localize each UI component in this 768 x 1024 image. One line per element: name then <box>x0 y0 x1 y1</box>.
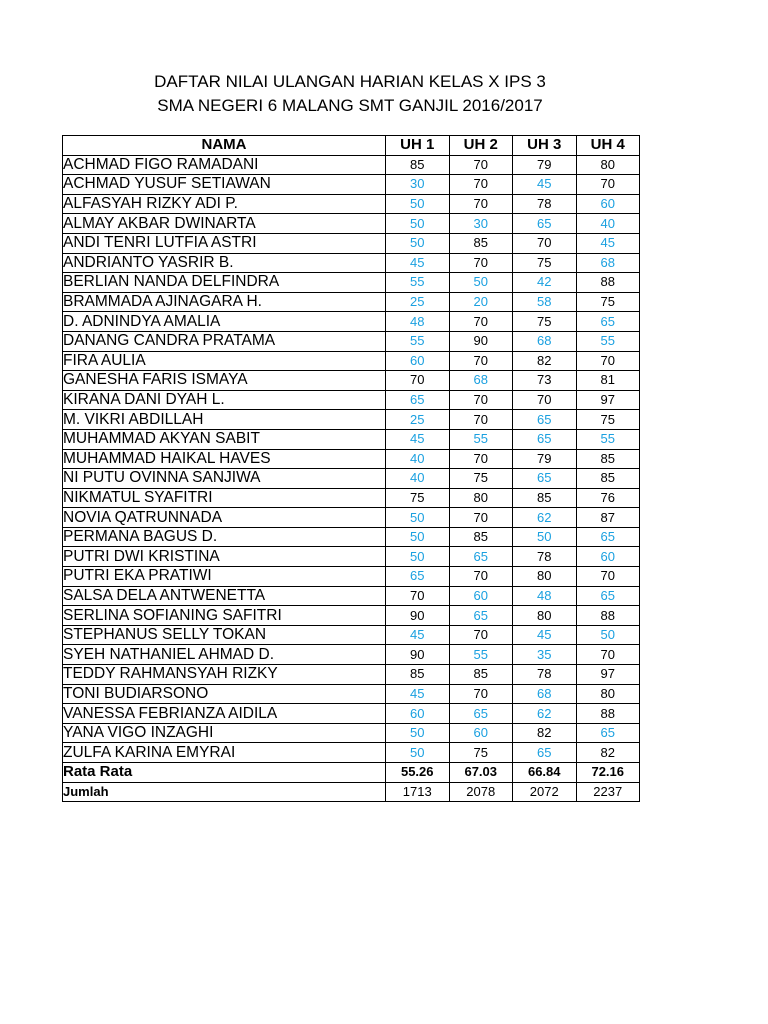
score-uh1: 45 <box>386 253 450 273</box>
score-uh4: 65 <box>576 723 640 743</box>
score-uh3: 65 <box>513 214 577 234</box>
score-uh4: 97 <box>576 390 640 410</box>
score-uh2: 60 <box>449 723 513 743</box>
score-uh4: 60 <box>576 194 640 214</box>
student-name: ACHMAD FIGO RAMADANI <box>63 155 386 175</box>
score-uh2: 65 <box>449 704 513 724</box>
student-name: SERLINA SOFIANING SAFITRI <box>63 606 386 626</box>
table-row <box>63 743 640 763</box>
total-label: Jumlah <box>63 782 386 802</box>
score-uh1: 30 <box>386 175 450 195</box>
score-uh4: 87 <box>576 508 640 528</box>
score-uh4: 55 <box>576 331 640 351</box>
student-name: VANESSA FEBRIANZA AIDILA <box>63 704 386 724</box>
score-uh3: 68 <box>513 684 577 704</box>
score-uh3: 80 <box>513 606 577 626</box>
score-uh3: 75 <box>513 253 577 273</box>
score-uh4: 85 <box>576 449 640 469</box>
title-line-1: DAFTAR NILAI ULANGAN HARIAN KELAS X IPS 3 <box>154 72 546 91</box>
table-row <box>63 586 640 606</box>
average-label: Rata Rata <box>63 763 386 783</box>
score-uh1: 70 <box>386 586 450 606</box>
score-uh1: 60 <box>386 704 450 724</box>
score-uh4: 50 <box>576 625 640 645</box>
score-uh4: 81 <box>576 371 640 391</box>
score-uh2: 70 <box>449 567 513 587</box>
table-row <box>63 704 640 724</box>
score-uh1: 50 <box>386 508 450 528</box>
score-uh1: 60 <box>386 351 450 371</box>
score-uh1: 85 <box>386 665 450 685</box>
score-uh4: 70 <box>576 567 640 587</box>
table-row <box>63 625 640 645</box>
score-uh1: 75 <box>386 488 450 508</box>
score-uh2: 70 <box>449 684 513 704</box>
score-uh3: 50 <box>513 527 577 547</box>
table-row <box>63 233 640 253</box>
score-uh1: 50 <box>386 547 450 567</box>
student-name: BERLIAN NANDA DELFINDRA <box>63 273 386 293</box>
total-uh4: 2237 <box>576 782 640 802</box>
score-uh4: 75 <box>576 410 640 430</box>
table-row <box>63 665 640 685</box>
score-uh3: 68 <box>513 331 577 351</box>
score-uh1: 85 <box>386 155 450 175</box>
header-row <box>63 136 640 156</box>
average-uh3: 66.84 <box>513 763 577 783</box>
score-uh3: 35 <box>513 645 577 665</box>
total-row <box>63 782 640 802</box>
table-row <box>63 684 640 704</box>
score-uh4: 88 <box>576 704 640 724</box>
score-uh2: 60 <box>449 586 513 606</box>
student-name: FIRA AULIA <box>63 351 386 371</box>
score-uh2: 65 <box>449 606 513 626</box>
student-name: D. ADNINDYA AMALIA <box>63 312 386 332</box>
student-name: NIKMATUL SYAFITRI <box>63 488 386 508</box>
student-name: M. VIKRI ABDILLAH <box>63 410 386 430</box>
score-uh3: 73 <box>513 371 577 391</box>
score-uh3: 79 <box>513 449 577 469</box>
student-name: ACHMAD YUSUF SETIAWAN <box>63 175 386 195</box>
score-uh1: 25 <box>386 292 450 312</box>
average-uh4: 72.16 <box>576 763 640 783</box>
student-name: TONI BUDIARSONO <box>63 684 386 704</box>
student-name: STEPHANUS SELLY TOKAN <box>63 625 386 645</box>
score-uh1: 50 <box>386 743 450 763</box>
student-name: ANDI TENRI LUTFIA ASTRI <box>63 233 386 253</box>
table-row <box>63 547 640 567</box>
grades-table <box>62 135 640 802</box>
header-name: NAMA <box>63 136 386 156</box>
table-row <box>63 312 640 332</box>
score-uh2: 70 <box>449 508 513 528</box>
score-uh3: 65 <box>513 469 577 489</box>
score-uh4: 45 <box>576 233 640 253</box>
student-name: SALSA DELA ANTWENETTA <box>63 586 386 606</box>
score-uh2: 70 <box>449 155 513 175</box>
score-uh1: 90 <box>386 645 450 665</box>
score-uh2: 70 <box>449 312 513 332</box>
table-row <box>63 273 640 293</box>
score-uh4: 75 <box>576 292 640 312</box>
score-uh3: 65 <box>513 410 577 430</box>
score-uh4: 40 <box>576 214 640 234</box>
score-uh2: 85 <box>449 527 513 547</box>
total-uh1: 1713 <box>386 782 450 802</box>
table-row <box>63 469 640 489</box>
table-row <box>63 527 640 547</box>
score-uh1: 50 <box>386 214 450 234</box>
score-uh3: 45 <box>513 625 577 645</box>
score-uh1: 90 <box>386 606 450 626</box>
score-uh4: 70 <box>576 351 640 371</box>
score-uh2: 90 <box>449 331 513 351</box>
score-uh4: 97 <box>576 665 640 685</box>
score-uh4: 68 <box>576 253 640 273</box>
score-uh1: 45 <box>386 429 450 449</box>
table-row <box>63 567 640 587</box>
table-row <box>63 155 640 175</box>
score-uh3: 82 <box>513 723 577 743</box>
score-uh3: 65 <box>513 429 577 449</box>
header-uh3: UH 3 <box>513 136 577 156</box>
score-uh2: 75 <box>449 743 513 763</box>
score-uh2: 85 <box>449 665 513 685</box>
score-uh1: 48 <box>386 312 450 332</box>
table-row <box>63 508 640 528</box>
table-row <box>63 331 640 351</box>
header-uh1: UH 1 <box>386 136 450 156</box>
student-name: ZULFA KARINA EMYRAI <box>63 743 386 763</box>
score-uh4: 88 <box>576 273 640 293</box>
score-uh4: 85 <box>576 469 640 489</box>
score-uh4: 70 <box>576 175 640 195</box>
student-name: SYEH NATHANIEL AHMAD D. <box>63 645 386 665</box>
table-row <box>63 292 640 312</box>
score-uh3: 58 <box>513 292 577 312</box>
table-row <box>63 194 640 214</box>
student-name: MUHAMMAD HAIKAL HAVES <box>63 449 386 469</box>
score-uh4: 65 <box>576 312 640 332</box>
score-uh1: 65 <box>386 567 450 587</box>
score-uh1: 70 <box>386 371 450 391</box>
table-row <box>63 253 640 273</box>
table-row <box>63 488 640 508</box>
document-title <box>0 70 700 118</box>
student-name: PUTRI EKA PRATIWI <box>63 567 386 587</box>
score-uh3: 78 <box>513 665 577 685</box>
score-uh1: 50 <box>386 233 450 253</box>
header-uh2: UH 2 <box>449 136 513 156</box>
score-uh1: 45 <box>386 684 450 704</box>
score-uh3: 70 <box>513 233 577 253</box>
score-uh2: 70 <box>449 449 513 469</box>
table-row <box>63 351 640 371</box>
score-uh4: 82 <box>576 743 640 763</box>
score-uh1: 50 <box>386 723 450 743</box>
score-uh1: 25 <box>386 410 450 430</box>
score-uh4: 60 <box>576 547 640 567</box>
score-uh3: 70 <box>513 390 577 410</box>
table-row <box>63 410 640 430</box>
student-name: DANANG CANDRA PRATAMA <box>63 331 386 351</box>
score-uh2: 80 <box>449 488 513 508</box>
score-uh1: 50 <box>386 527 450 547</box>
score-uh1: 40 <box>386 469 450 489</box>
score-uh1: 45 <box>386 625 450 645</box>
student-name: ALMAY AKBAR DWINARTA <box>63 214 386 234</box>
table-row <box>63 449 640 469</box>
score-uh4: 88 <box>576 606 640 626</box>
score-uh4: 65 <box>576 586 640 606</box>
student-name: BRAMMADA AJINAGARA H. <box>63 292 386 312</box>
score-uh2: 50 <box>449 273 513 293</box>
score-uh3: 85 <box>513 488 577 508</box>
score-uh4: 80 <box>576 155 640 175</box>
student-name: YANA VIGO INZAGHI <box>63 723 386 743</box>
table-row <box>63 645 640 665</box>
score-uh3: 78 <box>513 194 577 214</box>
score-uh3: 42 <box>513 273 577 293</box>
score-uh3: 80 <box>513 567 577 587</box>
score-uh3: 82 <box>513 351 577 371</box>
student-name: KIRANA DANI DYAH L. <box>63 390 386 410</box>
student-name: NOVIA QATRUNNADA <box>63 508 386 528</box>
average-uh1: 55.26 <box>386 763 450 783</box>
score-uh1: 50 <box>386 194 450 214</box>
total-uh2: 2078 <box>449 782 513 802</box>
score-uh3: 62 <box>513 508 577 528</box>
average-row <box>63 763 640 783</box>
table-row <box>63 606 640 626</box>
table-row <box>63 214 640 234</box>
score-uh2: 70 <box>449 194 513 214</box>
score-uh2: 70 <box>449 175 513 195</box>
score-uh3: 62 <box>513 704 577 724</box>
score-uh2: 70 <box>449 410 513 430</box>
grades-body <box>63 155 640 762</box>
score-uh2: 68 <box>449 371 513 391</box>
score-uh2: 65 <box>449 547 513 567</box>
score-uh1: 65 <box>386 390 450 410</box>
score-uh1: 55 <box>386 331 450 351</box>
score-uh1: 40 <box>386 449 450 469</box>
score-uh2: 70 <box>449 625 513 645</box>
score-uh2: 20 <box>449 292 513 312</box>
total-uh3: 2072 <box>513 782 577 802</box>
student-name: PUTRI DWI KRISTINA <box>63 547 386 567</box>
table-row <box>63 723 640 743</box>
score-uh3: 45 <box>513 175 577 195</box>
score-uh4: 80 <box>576 684 640 704</box>
student-name: NI PUTU OVINNA SANJIWA <box>63 469 386 489</box>
score-uh3: 78 <box>513 547 577 567</box>
score-uh2: 70 <box>449 253 513 273</box>
student-name: TEDDY RAHMANSYAH RIZKY <box>63 665 386 685</box>
table-row <box>63 371 640 391</box>
score-uh3: 75 <box>513 312 577 332</box>
header-uh4: UH 4 <box>576 136 640 156</box>
title-line-2: SMA NEGERI 6 MALANG SMT GANJIL 2016/2017 <box>157 96 543 115</box>
student-name: GANESHA FARIS ISMAYA <box>63 371 386 391</box>
student-name: ALFASYAH RIZKY ADI P. <box>63 194 386 214</box>
score-uh2: 70 <box>449 390 513 410</box>
score-uh3: 79 <box>513 155 577 175</box>
score-uh4: 70 <box>576 645 640 665</box>
score-uh3: 65 <box>513 743 577 763</box>
table-row <box>63 429 640 449</box>
table-row <box>63 390 640 410</box>
score-uh4: 76 <box>576 488 640 508</box>
student-name: PERMANA BAGUS D. <box>63 527 386 547</box>
student-name: ANDRIANTO YASRIR B. <box>63 253 386 273</box>
score-uh2: 75 <box>449 469 513 489</box>
average-uh2: 67.03 <box>449 763 513 783</box>
score-uh4: 55 <box>576 429 640 449</box>
score-uh3: 48 <box>513 586 577 606</box>
score-uh2: 85 <box>449 233 513 253</box>
score-uh2: 70 <box>449 351 513 371</box>
score-uh1: 55 <box>386 273 450 293</box>
student-name: MUHAMMAD AKYAN SABIT <box>63 429 386 449</box>
score-uh2: 55 <box>449 645 513 665</box>
score-uh2: 55 <box>449 429 513 449</box>
score-uh2: 30 <box>449 214 513 234</box>
score-uh4: 65 <box>576 527 640 547</box>
table-row <box>63 175 640 195</box>
